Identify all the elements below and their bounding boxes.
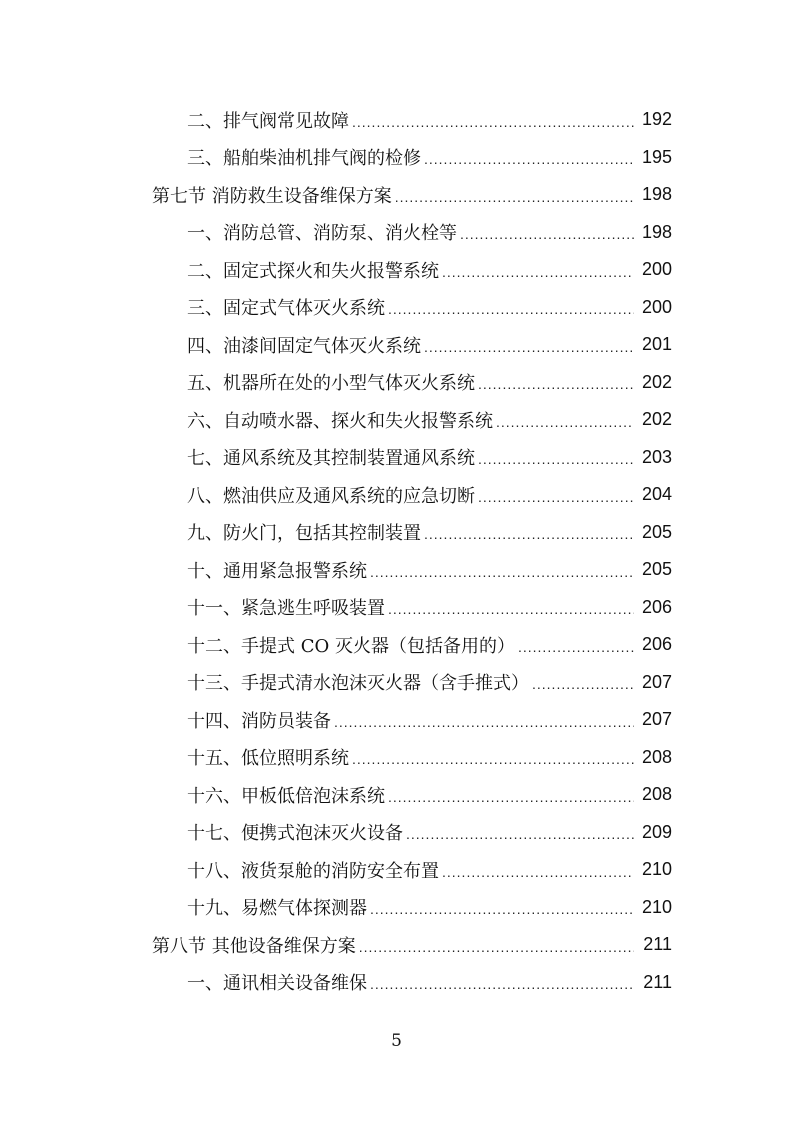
toc-entry-title: 第七节 消防救生设备维保方案 — [152, 182, 395, 208]
toc-entry-page: 203 — [641, 446, 672, 467]
toc-entry[interactable] — [0, 251, 793, 289]
toc-entry-page: 210 — [641, 896, 672, 917]
toc-entry[interactable] — [0, 964, 793, 1002]
toc-entry[interactable] — [0, 364, 793, 402]
toc-entry-page: 206 — [641, 634, 672, 655]
toc-entry-title: 六、自动喷水器、探火和失火报警系统 — [187, 407, 496, 433]
dot-leader — [406, 826, 634, 842]
dot-leader — [352, 751, 634, 767]
toc-entry[interactable] — [0, 626, 793, 664]
toc-entry[interactable] — [0, 889, 793, 927]
table-of-contents — [0, 101, 793, 1001]
toc-entry-page: 202 — [641, 371, 672, 392]
toc-entry-page: 198 — [641, 221, 672, 242]
dot-leader — [460, 226, 634, 242]
dot-leader — [334, 714, 634, 730]
dot-leader — [352, 114, 634, 130]
toc-entry-page: 200 — [641, 296, 672, 317]
toc-entry-title: 一、消防总管、消防泵、消火栓等 — [187, 219, 460, 245]
toc-entry[interactable] — [0, 551, 793, 589]
toc-section-entry[interactable] — [0, 176, 793, 214]
toc-entry-page: 205 — [641, 521, 672, 542]
toc-entry-title: 第八节 其他设备维保方案 — [152, 932, 359, 958]
toc-entry-page: 208 — [641, 784, 672, 805]
toc-entry-page: 207 — [641, 671, 672, 692]
toc-entry-title: 二、固定式探火和失火报警系统 — [187, 257, 442, 283]
toc-entry[interactable] — [0, 514, 793, 552]
toc-entry-page: 198 — [641, 184, 672, 205]
toc-entry-page: 192 — [641, 109, 672, 130]
toc-entry-title: 三、固定式气体灭火系统 — [187, 294, 388, 320]
toc-entry[interactable] — [0, 814, 793, 852]
toc-entry-title: 十八、液货泵舱的消防安全布置 — [187, 857, 442, 883]
toc-entry[interactable] — [0, 439, 793, 477]
toc-entry-page: 211 — [643, 971, 672, 992]
toc-entry-title: 九、防火门，包括其控制装置 — [187, 519, 424, 545]
toc-entry-page: 211 — [643, 934, 672, 955]
toc-entry-title: 三、船舶柴油机排气阀的检修 — [187, 144, 424, 170]
toc-entry[interactable] — [0, 401, 793, 439]
toc-entry-title: 七、通风系统及其控制装置通风系统 — [187, 444, 478, 470]
toc-entry[interactable] — [0, 589, 793, 627]
dot-leader — [518, 639, 634, 655]
toc-entry-title: 四、油漆间固定气体灭火系统 — [187, 332, 424, 358]
page-number: 5 — [391, 1031, 402, 1051]
toc-entry-title: 十三、手提式清水泡沫灭火器（含手推式） — [187, 669, 532, 695]
toc-entry-title: 十五、低位照明系统 — [187, 744, 352, 770]
dot-leader — [424, 526, 634, 542]
toc-entry[interactable] — [0, 701, 793, 739]
toc-entry-page: 205 — [641, 559, 672, 580]
toc-entry-page: 202 — [641, 409, 672, 430]
dot-leader — [395, 189, 634, 205]
toc-entry-title: 十四、消防员装备 — [187, 707, 334, 733]
dot-leader — [424, 151, 634, 167]
dot-leader — [388, 601, 634, 617]
dot-leader — [442, 264, 634, 280]
dot-leader — [388, 301, 634, 317]
dot-leader — [478, 451, 634, 467]
dot-leader — [370, 901, 634, 917]
dot-leader — [370, 976, 634, 992]
toc-entry-page: 209 — [641, 821, 672, 842]
toc-entry-title: 十二、手提式 CO 灭火器（包括备用的） — [187, 632, 518, 658]
dot-leader — [478, 376, 634, 392]
toc-entry-page: 200 — [641, 259, 672, 280]
toc-entry-title: 八、燃油供应及通风系统的应急切断 — [187, 482, 478, 508]
toc-entry-page: 206 — [641, 596, 672, 617]
toc-entry-page: 195 — [641, 146, 672, 167]
toc-entry-title: 十一、紧急逃生呼吸装置 — [187, 594, 388, 620]
toc-entry-page: 210 — [641, 859, 672, 880]
toc-section-entry[interactable] — [0, 926, 793, 964]
toc-entry[interactable] — [0, 476, 793, 514]
toc-entry-title: 十、通用紧急报警系统 — [187, 557, 370, 583]
dot-leader — [424, 339, 634, 355]
toc-entry-title: 五、机器所在处的小型气体灭火系统 — [187, 369, 478, 395]
toc-entry[interactable] — [0, 101, 793, 139]
toc-entry[interactable] — [0, 851, 793, 889]
toc-entry-title: 二、排气阀常见故障 — [187, 107, 352, 133]
dot-leader — [388, 789, 634, 805]
toc-entry-page: 201 — [641, 334, 672, 355]
toc-entry-page: 204 — [641, 484, 672, 505]
dot-leader — [532, 676, 634, 692]
toc-entry[interactable] — [0, 214, 793, 252]
toc-entry[interactable] — [0, 664, 793, 702]
dot-leader — [359, 939, 634, 955]
toc-entry[interactable] — [0, 776, 793, 814]
dot-leader — [478, 489, 634, 505]
toc-entry-title: 十六、甲板低倍泡沫系统 — [187, 782, 388, 808]
toc-entry-title: 十七、便携式泡沫灭火设备 — [187, 819, 406, 845]
dot-leader — [496, 414, 634, 430]
toc-entry[interactable] — [0, 289, 793, 327]
toc-entry[interactable] — [0, 326, 793, 364]
toc-entry[interactable] — [0, 139, 793, 177]
toc-entry-title: 十九、易燃气体探测器 — [187, 894, 370, 920]
toc-entry[interactable] — [0, 739, 793, 777]
toc-entry-page: 208 — [641, 746, 672, 767]
dot-leader — [370, 564, 634, 580]
toc-entry-page: 207 — [641, 709, 672, 730]
dot-leader — [442, 864, 634, 880]
toc-entry-title: 一、通讯相关设备维保 — [187, 969, 370, 995]
